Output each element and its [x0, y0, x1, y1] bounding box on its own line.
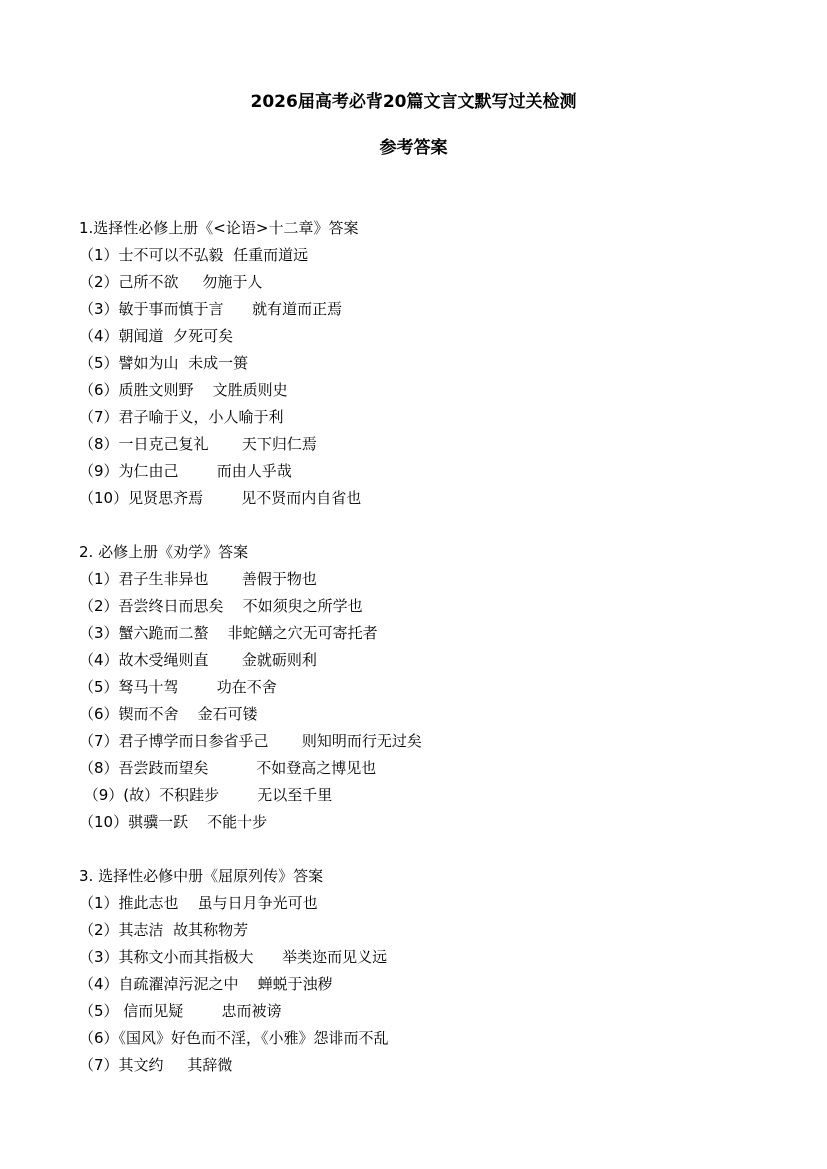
answer-line: （2）吾尝终日而思矣 不如须臾之所学也 — [79, 597, 363, 615]
section-heading: 3. 选择性必修中册《屈原列传》答案 — [79, 867, 324, 885]
document-title: 2026届高考必背20篇文言文默写过关检测 — [250, 92, 577, 112]
answer-line: （10）骐骥一跃 不能十步 — [79, 813, 268, 831]
answer-line: （9）(故）不积跬步 无以至千里 — [79, 786, 333, 804]
answer-line: （9）为仁由己 而由人乎哉 — [79, 462, 292, 480]
section-quyuan — [79, 863, 779, 1079]
answer-line: （6）《国风》好色而不淫，《小雅》怨诽而不乱 — [79, 1029, 389, 1047]
answer-line: （4）故木受绳则直 金就砺则利 — [79, 651, 317, 669]
section-heading: 2. 必修上册《劝学》答案 — [79, 543, 249, 561]
answer-line: （1）推此志也 虽与日月争光可也 — [79, 894, 318, 912]
answer-line: （3）其称文小而其指极大 举类迩而见义远 — [79, 948, 388, 966]
answer-line: （10）见贤思齐焉 见不贤而内自省也 — [79, 489, 362, 507]
answer-line: （4）自疏濯淖污泥之中 蝉蜕于浊秽 — [79, 975, 333, 993]
answer-line: （7）君子博学而日参省乎己 则知明而行无过矣 — [79, 732, 422, 750]
answer-line: （5）譬如为山 未成一篑 — [79, 354, 249, 372]
answer-content — [79, 215, 779, 1106]
answer-line: （8）吾尝跂而望矣 不如登高之博见也 — [79, 759, 377, 777]
answer-line: （5） 信而见疑 忠而被谤 — [79, 1002, 282, 1020]
answer-line: （6）锲而不舍 金石可镂 — [79, 705, 258, 723]
answer-line: （3）蟹六跪而二螯 非蛇鳝之穴无可寄托者 — [79, 624, 378, 642]
answer-line: （7）君子喻于义，小人喻于利 — [79, 408, 284, 426]
answer-line: （8）一日克己复礼 天下归仁焉 — [79, 435, 317, 453]
answer-line: （6）质胜文则野 文胜质则史 — [79, 381, 288, 399]
section-lunyu — [79, 215, 779, 512]
section-quanxue — [79, 539, 779, 836]
section-heading: 1.选择性必修上册《<论语>十二章》答案 — [79, 219, 359, 237]
answer-line: （1）士不可以不弘毅 任重而道远 — [79, 246, 309, 264]
answer-line: （1）君子生非异也 善假于物也 — [79, 570, 317, 588]
answer-line: （5）驽马十驾 功在不舍 — [79, 678, 277, 696]
answer-line: （7）其文约 其辞微 — [79, 1056, 233, 1074]
document-subtitle: 参考答案 — [379, 138, 448, 158]
answer-line: （2）己所不欲 勿施于人 — [79, 273, 263, 291]
answer-line: （2）其志洁 故其称物芳 — [79, 921, 249, 939]
answer-line: （3）敏于事而慎于言 就有道而正焉 — [79, 300, 343, 318]
answer-line: （4）朝闻道 夕死可矣 — [79, 327, 234, 345]
